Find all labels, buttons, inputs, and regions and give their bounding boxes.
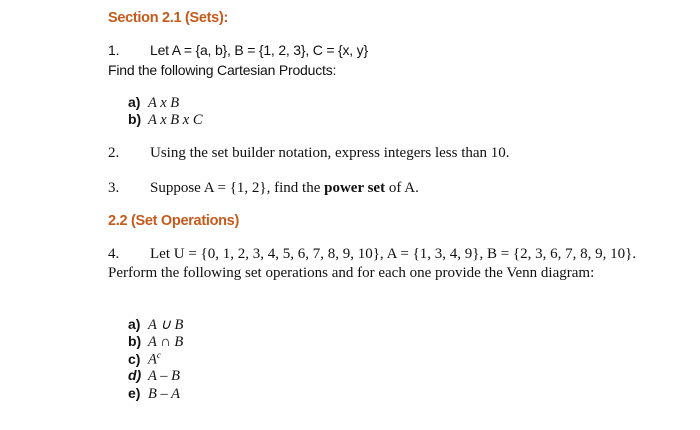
- question-4-part-b: [128, 333, 183, 351]
- question-1-number: 1.: [108, 42, 120, 58]
- question-4-number: 4.: [108, 246, 120, 262]
- part-label: a): [128, 94, 141, 110]
- question-4-part-a: [128, 316, 183, 334]
- question-1-instruction: Find the following Cartesian Products:: [108, 62, 337, 78]
- part-expression: A x B x C: [148, 112, 203, 128]
- complement-superscript: c: [156, 350, 161, 360]
- part-label: b): [128, 333, 142, 349]
- question-3-text-before: Suppose A = {1, 2}, find the: [150, 180, 325, 196]
- part-expression: A ∩ B: [148, 334, 184, 350]
- question-3-number: 3.: [108, 180, 120, 196]
- question-4-part-d: [128, 367, 180, 385]
- question-4-text: Let U = {0, 1, 2, 3, 4, 5, 6, 7, 8, 9, 10}, A = {1, 3, 4, 9}, B = {2, 3, 6, 7, 8, 9, 10}.: [150, 246, 637, 262]
- question-4-part-c: [128, 350, 161, 369]
- part-expression: A x B: [148, 95, 180, 111]
- question-3-power-set-term: power set: [324, 180, 386, 196]
- question-3-text-after: of A.: [385, 180, 419, 196]
- part-label: e): [128, 385, 141, 401]
- question-2-text: Using the set builder notation, express integers less than 10.: [150, 145, 510, 161]
- question-1-statement: Let A = {a, b}, B = {1, 2, 3}, C = {x, y}: [150, 42, 368, 58]
- section-heading-sets: Section 2.1 (Sets):: [108, 10, 228, 26]
- question-2-number: 2.: [108, 145, 120, 161]
- part-expression: A: [148, 351, 157, 368]
- question-1-part-a: [128, 94, 179, 112]
- question-4-instruction: Perform the following set operations and for each one provide the Venn diagram:: [108, 265, 595, 281]
- part-label: c): [128, 350, 141, 367]
- part-label: b): [128, 111, 142, 127]
- question-3-text: [150, 180, 419, 197]
- section-heading-set-operations: 2.2 (Set Operations): [108, 213, 239, 229]
- part-expression: B – A: [148, 386, 180, 402]
- question-1-text: [150, 42, 368, 58]
- part-label: a): [128, 316, 141, 332]
- part-label: d): [128, 367, 142, 383]
- part-expression: A – B: [148, 368, 180, 384]
- part-expression: A ∪ B: [148, 317, 184, 333]
- question-4-part-e: [128, 385, 180, 403]
- question-1-part-b: [128, 111, 203, 129]
